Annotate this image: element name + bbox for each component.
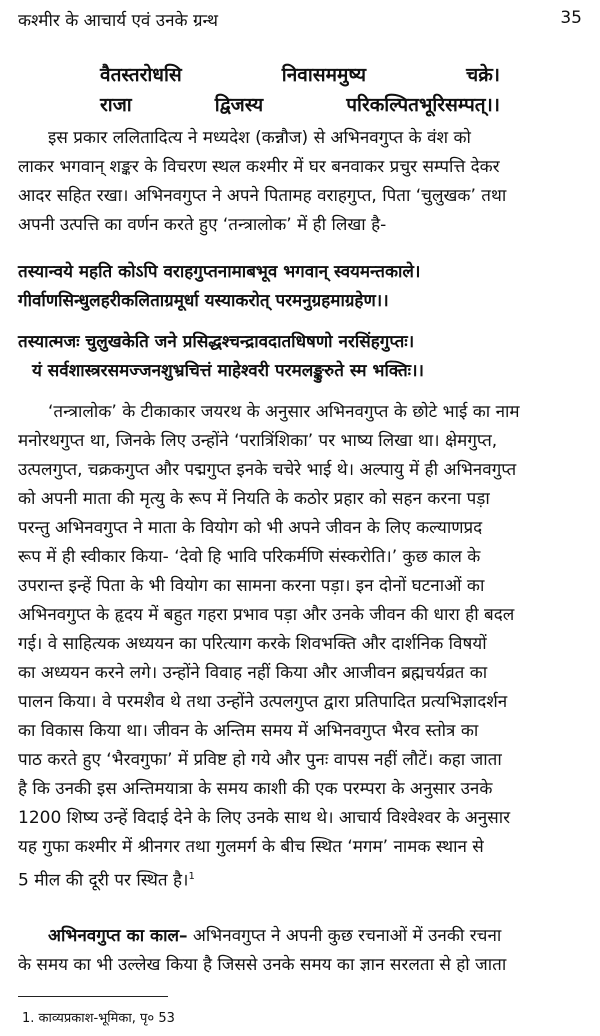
text-line: का अध्ययन करने लगे। उन्होंने विवाह नहीं किया और आजीवन ब्रह्मचर्यव्रत का [18, 663, 488, 683]
text-line: लाकर भगवान् शङ्कर के विचरण स्थल कश्मीर में घर बनवाकर प्रचुर सम्पत्ति देकर [18, 157, 500, 177]
text-line [18, 862, 582, 896]
text-line [18, 922, 582, 951]
text-line: उपरान्त इन्हें पिता के भी वियोग का सामना करना पड़ा। इन दोनों घटनाओं का [18, 576, 485, 596]
text-line: आदर सहित रखा। अभिनवगुप्त ने अपने पितामह वराहगुप्त, पिता ‘चुलुखक’ तथा [18, 186, 507, 206]
verse-line [100, 60, 500, 90]
text-line: को अपनी माता की मृत्यु के रूप में नियति के कठोर प्रहार को सहन करना पड़ा [18, 489, 490, 509]
opening-verse [100, 60, 500, 120]
text-line: इस प्रकार ललितादित्य ने मध्यदेश (कन्नौज) से अभिनवगुप्त के वंश को [48, 128, 471, 148]
shloka-line: यं सर्वशास्त्ररसमज्जनशुभ्रचित्तं माहेश्वरी परमलङ्कुरुते स्म भक्तिः।। [32, 361, 424, 381]
text-line: पाठ करते हुए ‘भैरवगुफा’ में प्रविष्ट हो गये और पुनः वापस नहीं लौटें। कहा जाता [18, 750, 502, 770]
paragraph-lineage [18, 124, 582, 240]
header-title: कश्मीर के आचार्य एवं उनके ग्रन्थ [18, 11, 218, 31]
text-line: अपनी उत्पत्ति का वर्णन करते हुए ‘तन्त्रालोक’ में ही लिखा है- [18, 215, 387, 235]
verse-line [100, 90, 500, 120]
shloka-narasimhagupta [18, 328, 582, 386]
shloka-line: गीर्वाणसिन्धुलहरीकलिताग्रमूर्धा यस्याकरोत् परमनुग्रहमाग्रहेण।। [18, 291, 389, 311]
footnote-divider [18, 996, 168, 997]
text-line: है कि उनकी इस अन्तिमयात्रा के समय काशी की एक परम्परा के अनुसार उनके [18, 779, 493, 799]
paragraph-biography [18, 398, 582, 896]
shloka-line: तस्यात्मजः चुलुखकेति जने प्रसिद्धश्चन्द्रावदातधिषणो नरसिंहगुप्तः। [18, 332, 415, 352]
verse-word: निवासममुष्य [281, 64, 367, 86]
text-line: 1200 शिष्य उन्हें विदाई देने के लिए उनके साथ थे। आचार्य विश्वेश्वर के अनुसार [18, 808, 511, 828]
text-line: पालन किया। वे परमशैव थे तथा उन्होंने उत्पलगुप्त द्वारा प्रतिपादित प्रत्यभिज्ञादर्शन [18, 692, 508, 712]
page-number: 35 [560, 8, 582, 28]
shloka-line: तस्यान्वये महति कोऽपि वराहगुप्तनामाबभूव भगवान् स्वयमन्तकाले। [18, 262, 421, 282]
section-heading: अभिनवगुप्त का काल– [48, 926, 188, 946]
verse-word: द्विजस्य [214, 94, 264, 116]
footnote-marker: 1 [188, 871, 195, 882]
paragraph-period [18, 922, 582, 980]
verse-word: वैतस्तरोधसि [100, 64, 182, 86]
verse-word: परिकल्पितभूरिसम्पत्।। [346, 94, 500, 116]
verse-word: राजा [100, 94, 132, 116]
footnote: 1. काव्यप्रकाश-भूमिका, पृ० 53 [22, 1011, 175, 1026]
text-line: उत्पलगुप्त, चक्रकगुप्त और पद्मगुप्त इनके चचेरे भाई थे। अल्पायु में ही अभिनवगुप्त [18, 460, 517, 480]
verse-word: चक्रे। [466, 64, 500, 86]
shloka-varahagupta [18, 258, 582, 316]
text-line: परन्तु अभिनवगुप्त ने माता के वियोग को भी अपने जीवन के लिए कल्याणप्रद [18, 518, 483, 538]
text-line: अभिनवगुप्त के हृदय में बहुत गहरा प्रभाव पड़ा और उनके जीवन की धारा ही बदल [18, 605, 515, 625]
text-line: का विकास किया था। जीवन के अन्तिम समय में अभिनवगुप्त भैरव स्तोत्र का [18, 721, 479, 741]
running-header [18, 8, 582, 34]
text-line: मनोरथगुप्त था, जिनके लिए उन्होंने ‘परात्रिंशिका’ पर भाष्य लिखा था। क्षेमगुप्त, [18, 431, 498, 451]
text-line: गई। वे साहित्यक अध्ययन का परित्याग करके शिवभक्ति और दार्शनिक विषयों [18, 634, 487, 654]
text-line: ‘तन्त्रालोक’ के टीकाकार जयरथ के अनुसार अभिनवगुप्त के छोटे भाई का नाम [48, 402, 520, 422]
text-fragment: 5 मील की दूरी पर स्थित है। [18, 870, 189, 891]
text-line: के समय का भी उल्लेख किया है जिससे उनके समय का ज्ञान सरलता से हो जाता [18, 955, 507, 975]
text-fragment: अभिनवगुप्त ने अपनी कुछ रचनाओं में उनकी रचना [187, 926, 502, 946]
text-line: रूप में ही स्वीकार किया- ‘देवो हि भावि परिकर्मणि संस्करोति।’ कुछ काल के [18, 547, 481, 567]
text-line: यह गुफा कश्मीर में श्रीनगर तथा गुलमर्ग के बीच स्थित ‘मगम’ नामक स्थान से [18, 837, 484, 857]
